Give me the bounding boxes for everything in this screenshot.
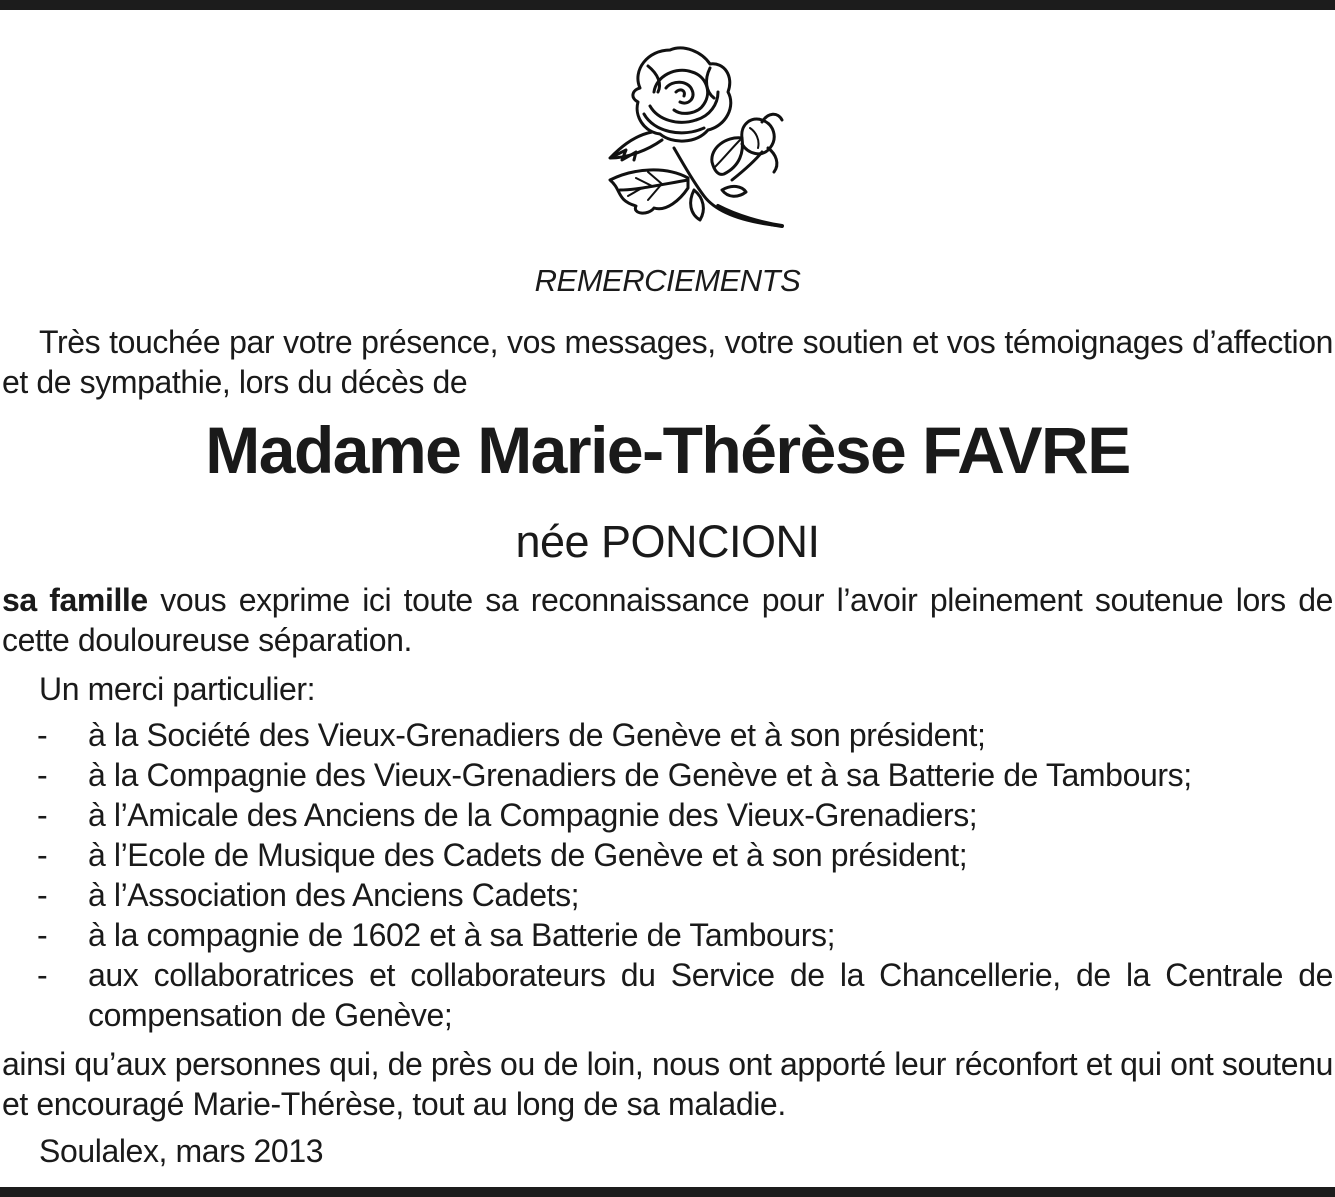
list-item-text: à la Compagnie des Vieux-Grenadiers de Genève et à sa Batterie de Tambours;	[88, 757, 1192, 793]
maiden-name: née PONCIONI	[515, 516, 820, 567]
list-item	[0, 755, 1335, 795]
rose-illustration	[592, 40, 792, 232]
special-thanks-intro: Un merci particulier:	[39, 671, 316, 707]
list-bullet: -	[37, 717, 48, 753]
list-item	[0, 835, 1335, 875]
list-item-text: aux collaboratrices et collaborateurs du Service de la Chancellerie, de la Centrale de compensation de Genève;	[88, 957, 1333, 1033]
family-text: vous exprime ici toute sa reconnaissance pour l’avoir pleinement soutenue lors de cette douloureuse séparation.	[2, 582, 1333, 658]
closing-paragraph: ainsi qu’aux personnes qui, de près ou de loin, nous ont apporté leur réconfort et qui ont soutenu et encouragé Marie-Thérèse, tout au long de sa maladie.	[2, 1046, 1333, 1122]
list-item	[0, 715, 1335, 755]
list-bullet: -	[37, 837, 48, 873]
list-item-text: à l’Amicale des Anciens de la Compagnie des Vieux-Grenadiers;	[88, 797, 978, 833]
bottom-border-rule	[0, 1187, 1335, 1197]
list-item-text: à la compagnie de 1602 et à sa Batterie de Tambours;	[88, 917, 836, 953]
list-bullet: -	[37, 877, 48, 913]
thanks-list	[0, 715, 1335, 1035]
family-paragraph	[2, 580, 1333, 660]
list-bullet: -	[37, 957, 48, 993]
intro-paragraph: Très touchée par votre présence, vos messages, votre soutien et vos témoignages d’affection et de sympathie, lors du décès de	[2, 324, 1333, 400]
family-label: sa famille	[2, 582, 148, 618]
list-item	[0, 955, 1335, 1035]
list-bullet: -	[37, 797, 48, 833]
heading-remerciements: REMERCIEMENTS	[534, 263, 801, 298]
list-item	[0, 875, 1335, 915]
top-border-rule	[0, 0, 1335, 10]
deceased-name: Madame Marie-Thérèse FAVRE	[205, 413, 1130, 487]
list-bullet: -	[37, 757, 48, 793]
list-item-text: à la Société des Vieux-Grenadiers de Genève et à son président;	[88, 717, 986, 753]
list-item-text: à l’Association des Anciens Cadets;	[88, 877, 580, 913]
signature-line: Soulalex, mars 2013	[39, 1133, 324, 1169]
list-bullet: -	[37, 917, 48, 953]
list-item-text: à l’Ecole de Musique des Cadets de Genève et à son président;	[88, 837, 968, 873]
list-item	[0, 795, 1335, 835]
list-item	[0, 915, 1335, 955]
